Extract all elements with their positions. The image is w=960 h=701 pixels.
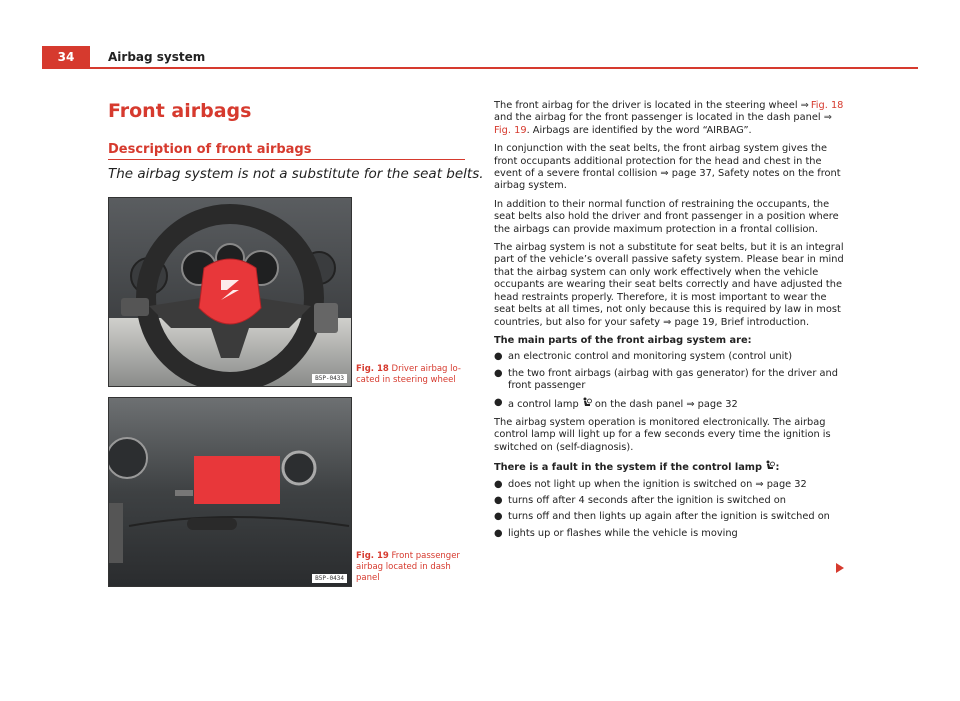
figure-steering-wheel (108, 197, 352, 387)
bullet-icon: ● (494, 494, 503, 506)
list-item-text: turns off and then lights up again after the ignition is switched on (508, 511, 830, 523)
steering-wheel-image (109, 198, 351, 386)
fault-list (494, 479, 846, 541)
text-run: and the airbag for the front passenger is located in the dash panel (494, 112, 824, 124)
figure-passenger-dash (108, 397, 352, 587)
text-run: . Airbags are identified by the word “AIRBAG”. (526, 124, 752, 136)
arrow-icon: ⇒ (823, 112, 832, 124)
header-divider (42, 67, 918, 69)
list-item (494, 351, 846, 363)
text-run: The front airbag for the driver is located in the steering wheel (494, 100, 801, 111)
section-subtitle: Description of front airbags (108, 142, 312, 157)
paragraph: The airbag system is not a substitute for seat belts, but it is an integral part of the vehicle’s overall passive safety system. Please bear in mind that the airbag system can only work effectively when the vehicle occupants are wearing their seat belts correctly and have adjusted the head restraints properly. Therefore, it is most important to wear the seat belts at all times, not only because this is required by law in most countries, but also for your safety ⇒ page 19, Brief introduction. (494, 242, 844, 328)
page-title: Front airbags (108, 100, 252, 122)
list-item-text: turns off after 4 seconds after the ignition is switched on (508, 494, 787, 506)
bullet-icon: ● (494, 478, 503, 490)
list-item-text: lights up or flashes while the vehicle is moving (508, 527, 738, 539)
figure-caption-text: Driver airbag lo- cated in steering wheel (356, 364, 461, 385)
list-item (494, 511, 846, 523)
figure-code: B5P-0434 (312, 574, 347, 583)
main-parts-list (494, 351, 846, 411)
list-item-text: on the dash panel ⇒ page 32 (591, 398, 738, 410)
airbag-warning-lamp-icon (765, 460, 775, 470)
list-item-text: does not light up when the ignition is switched on ⇒ page 32 (508, 478, 807, 490)
paragraph: In addition to their normal function of restraining the occupants, the seat belts also hold the driver and front passenger in a position where the airbags can provide maximum protection in a frontal collision. (494, 198, 839, 235)
arrow-icon: ⇒ (800, 100, 809, 111)
paragraph: The airbag system operation is monitored electronically. The airbag control lamp will light up for a few seconds every time the ignition is switched on (self-diagnosis). (494, 416, 831, 453)
bullet-icon: ● (494, 527, 503, 539)
figure-link[interactable]: Fig. 19 (494, 124, 527, 136)
bullet-icon: ● (494, 396, 503, 408)
figure-caption (356, 551, 466, 584)
text-run: : (775, 462, 780, 474)
list-item (494, 495, 846, 507)
list-item-text: a control lamp (508, 398, 582, 410)
figure-label: Fig. 18 (356, 364, 389, 374)
list-item-text: an electronic control and monitoring system (control unit) (508, 351, 793, 363)
continue-arrow-icon (836, 563, 844, 573)
passenger-dash-image (109, 398, 351, 586)
body-text-column (494, 100, 846, 546)
bullet-icon: ● (494, 351, 503, 363)
subtitle-divider (108, 159, 465, 160)
figure-link[interactable]: Fig. 18 (810, 100, 844, 111)
text-run: There is a fault in the system if the control lamp (494, 462, 766, 474)
list-item (494, 397, 846, 411)
figure-code: B5P-0433 (312, 374, 347, 383)
page-number: 34 (57, 50, 75, 64)
list-item (494, 528, 846, 540)
section-title: Airbag system (108, 50, 206, 64)
lead-text: The airbag system is not a substitute for the seat belts. (108, 166, 484, 182)
airbag-warning-lamp-icon (582, 397, 592, 407)
paragraph: In conjunction with the seat belts, the front airbag system gives the front occupants additional protection for the head and chest in the event of a severe frontal collision ⇒ page 37, Safety notes on the front airbag system. (494, 143, 841, 192)
figure-caption-text: Front passenger airbag located in dash panel (356, 551, 460, 583)
fault-heading (494, 460, 846, 474)
paragraph (494, 100, 846, 137)
figure-caption (356, 364, 466, 386)
figure-label: Fig. 19 (356, 551, 389, 561)
bullet-icon: ● (494, 367, 503, 379)
list-item (494, 479, 846, 491)
bullet-icon: ● (494, 511, 503, 523)
main-parts-heading: The main parts of the front airbag system are: (494, 334, 752, 346)
list-item (494, 368, 846, 393)
list-item-text: the two front airbags (airbag with gas generator) for the driver and front passenger (508, 367, 838, 392)
